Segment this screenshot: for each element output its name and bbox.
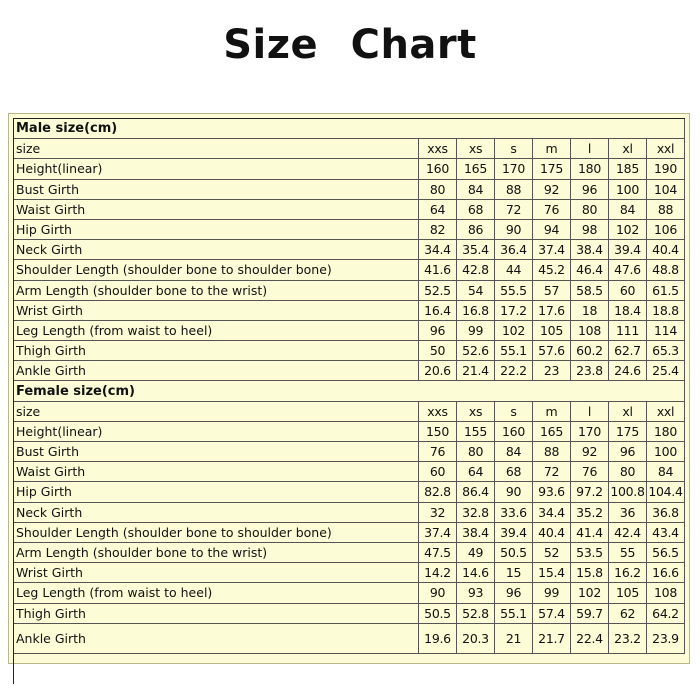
male-cell-l: 60.2	[571, 341, 609, 361]
male-cell-l: 46.4	[571, 260, 609, 280]
male-cell-xl: 100	[609, 180, 647, 200]
female-cell-s: 90	[495, 482, 533, 502]
female-cell-xxs: 90	[419, 583, 457, 603]
female-row-label: Thigh Girth	[14, 604, 419, 624]
female-row-label: Bust Girth	[14, 442, 419, 462]
female-cell-m: 57.4	[533, 604, 571, 624]
male-row-label: Shoulder Length (shoulder bone to shoulder bone)	[14, 260, 419, 280]
male-cell-l: 23.8	[571, 361, 609, 381]
male-cell-l: 38.4	[571, 240, 609, 260]
female-cell-xl: 16.2	[609, 563, 647, 583]
male-cell-s: 36.4	[495, 240, 533, 260]
size-grid	[13, 118, 685, 684]
female-cell-m: 88	[533, 442, 571, 462]
female-cell-xs: 49	[457, 543, 495, 563]
female-cell-l: 97.2	[571, 482, 609, 502]
male-cell-m: 57.6	[533, 341, 571, 361]
male-cell-xxs: 16.4	[419, 301, 457, 321]
male-cell-l: 96	[571, 180, 609, 200]
male-row-label: Leg Length (from waist to heel)	[14, 321, 419, 341]
male-size-header-xl: xl	[609, 139, 647, 159]
male-cell-xl: 62.7	[609, 341, 647, 361]
male-cell-xs: 21.4	[457, 361, 495, 381]
female-row-label: Ankle Girth	[14, 624, 419, 654]
male-cell-m: 76	[533, 200, 571, 220]
female-cell-xxl: 84	[647, 462, 685, 482]
size-chart-table	[8, 113, 690, 664]
female-cell-xl: 55	[609, 543, 647, 563]
female-cell-m: 165	[533, 422, 571, 442]
male-cell-s: 22.2	[495, 361, 533, 381]
male-cell-xl: 39.4	[609, 240, 647, 260]
male-cell-xxs: 52.5	[419, 281, 457, 301]
male-cell-m: 175	[533, 159, 571, 179]
male-cell-xl: 60	[609, 281, 647, 301]
female-cell-xxs: 32	[419, 503, 457, 523]
female-cell-xxs: 19.6	[419, 624, 457, 654]
male-cell-m: 37.4	[533, 240, 571, 260]
male-row-label: Height(linear)	[14, 159, 419, 179]
male-cell-s: 55.5	[495, 281, 533, 301]
male-cell-xl: 84	[609, 200, 647, 220]
male-cell-m: 45.2	[533, 260, 571, 280]
female-cell-m: 40.4	[533, 523, 571, 543]
female-cell-m: 21.7	[533, 624, 571, 654]
female-cell-l: 41.4	[571, 523, 609, 543]
male-cell-l: 108	[571, 321, 609, 341]
male-cell-l: 80	[571, 200, 609, 220]
female-row-label: Shoulder Length (shoulder bone to shoulder bone)	[14, 523, 419, 543]
male-cell-s: 90	[495, 220, 533, 240]
page-title: Size Chart	[223, 22, 477, 68]
female-size-header-xxs: xxs	[419, 402, 457, 422]
female-cell-xxl: 23.9	[647, 624, 685, 654]
female-cell-xl: 36	[609, 503, 647, 523]
male-cell-xl: 102	[609, 220, 647, 240]
male-cell-xxl: 104	[647, 180, 685, 200]
female-cell-xs: 86.4	[457, 482, 495, 502]
female-cell-l: 170	[571, 422, 609, 442]
male-cell-m: 92	[533, 180, 571, 200]
male-cell-s: 17.2	[495, 301, 533, 321]
male-row-label: Bust Girth	[14, 180, 419, 200]
female-cell-s: 50.5	[495, 543, 533, 563]
male-cell-xxl: 190	[647, 159, 685, 179]
male-cell-xxs: 160	[419, 159, 457, 179]
male-cell-xxs: 80	[419, 180, 457, 200]
male-cell-xxs: 96	[419, 321, 457, 341]
female-cell-s: 15	[495, 563, 533, 583]
female-size-header-xxl: xxl	[647, 402, 685, 422]
female-cell-xxl: 180	[647, 422, 685, 442]
female-cell-xs: 155	[457, 422, 495, 442]
female-cell-xl: 23.2	[609, 624, 647, 654]
female-cell-l: 35.2	[571, 503, 609, 523]
male-cell-xxl: 114	[647, 321, 685, 341]
female-cell-xs: 64	[457, 462, 495, 482]
female-cell-xxl: 108	[647, 583, 685, 603]
female-cell-xxl: 64.2	[647, 604, 685, 624]
male-size-header-xxs: xxs	[419, 139, 457, 159]
female-cell-l: 102	[571, 583, 609, 603]
female-size-header-label: size	[14, 402, 419, 422]
male-cell-xl: 47.6	[609, 260, 647, 280]
female-cell-xxl: 56.5	[647, 543, 685, 563]
male-cell-xs: 84	[457, 180, 495, 200]
female-cell-xs: 20.3	[457, 624, 495, 654]
male-cell-xs: 165	[457, 159, 495, 179]
male-cell-s: 88	[495, 180, 533, 200]
female-size-header-s: s	[495, 402, 533, 422]
female-row-label: Height(linear)	[14, 422, 419, 442]
female-size-header-m: m	[533, 402, 571, 422]
female-cell-xs: 93	[457, 583, 495, 603]
female-cell-s: 160	[495, 422, 533, 442]
female-cell-s: 84	[495, 442, 533, 462]
male-cell-xxl: 40.4	[647, 240, 685, 260]
male-cell-s: 102	[495, 321, 533, 341]
male-cell-xxl: 48.8	[647, 260, 685, 280]
female-cell-xl: 175	[609, 422, 647, 442]
female-cell-xxs: 50.5	[419, 604, 457, 624]
female-cell-l: 76	[571, 462, 609, 482]
female-size-header-xl: xl	[609, 402, 647, 422]
female-cell-xxl: 36.8	[647, 503, 685, 523]
male-cell-xl: 24.6	[609, 361, 647, 381]
female-row-label: Waist Girth	[14, 462, 419, 482]
female-cell-m: 72	[533, 462, 571, 482]
female-cell-xl: 80	[609, 462, 647, 482]
male-cell-xs: 86	[457, 220, 495, 240]
male-cell-xxs: 50	[419, 341, 457, 361]
male-row-label: Wrist Girth	[14, 301, 419, 321]
female-row-label: Arm Length (shoulder bone to the wrist)	[14, 543, 419, 563]
male-cell-xxl: 106	[647, 220, 685, 240]
female-cell-xs: 80	[457, 442, 495, 462]
male-cell-xl: 185	[609, 159, 647, 179]
female-cell-m: 99	[533, 583, 571, 603]
male-size-header-m: m	[533, 139, 571, 159]
male-cell-m: 105	[533, 321, 571, 341]
female-cell-m: 34.4	[533, 503, 571, 523]
female-cell-l: 92	[571, 442, 609, 462]
female-cell-l: 53.5	[571, 543, 609, 563]
male-cell-xs: 35.4	[457, 240, 495, 260]
female-row-label: Neck Girth	[14, 503, 419, 523]
female-cell-xxl: 100	[647, 442, 685, 462]
female-cell-l: 22.4	[571, 624, 609, 654]
female-cell-xxl: 16.6	[647, 563, 685, 583]
male-size-header-xxl: xxl	[647, 139, 685, 159]
female-cell-xxl: 104.4	[647, 482, 685, 502]
female-cell-xl: 105	[609, 583, 647, 603]
male-cell-xxs: 41.6	[419, 260, 457, 280]
male-cell-m: 57	[533, 281, 571, 301]
female-cell-xxl: 43.4	[647, 523, 685, 543]
male-row-label: Hip Girth	[14, 220, 419, 240]
female-cell-s: 55.1	[495, 604, 533, 624]
female-section-title: Female size(cm)	[14, 381, 685, 401]
female-size-header-xs: xs	[457, 402, 495, 422]
female-cell-xxs: 60	[419, 462, 457, 482]
female-cell-xs: 38.4	[457, 523, 495, 543]
female-cell-m: 52	[533, 543, 571, 563]
female-cell-s: 68	[495, 462, 533, 482]
male-row-label: Arm Length (shoulder bone to the wrist)	[14, 281, 419, 301]
male-cell-xs: 99	[457, 321, 495, 341]
female-cell-l: 15.8	[571, 563, 609, 583]
female-cell-s: 21	[495, 624, 533, 654]
male-size-header-s: s	[495, 139, 533, 159]
male-cell-s: 170	[495, 159, 533, 179]
female-cell-xl: 42.4	[609, 523, 647, 543]
female-cell-xxs: 76	[419, 442, 457, 462]
male-cell-xs: 52.6	[457, 341, 495, 361]
male-size-header-l: l	[571, 139, 609, 159]
male-row-label: Thigh Girth	[14, 341, 419, 361]
male-cell-l: 180	[571, 159, 609, 179]
female-cell-m: 93.6	[533, 482, 571, 502]
female-cell-l: 59.7	[571, 604, 609, 624]
male-cell-xxs: 82	[419, 220, 457, 240]
male-cell-xxl: 61.5	[647, 281, 685, 301]
male-cell-s: 55.1	[495, 341, 533, 361]
male-cell-xxs: 34.4	[419, 240, 457, 260]
female-cell-xs: 14.6	[457, 563, 495, 583]
female-cell-xl: 100.8	[609, 482, 647, 502]
female-row-label: Hip Girth	[14, 482, 419, 502]
male-size-header-xs: xs	[457, 139, 495, 159]
male-cell-l: 98	[571, 220, 609, 240]
male-cell-l: 18	[571, 301, 609, 321]
male-cell-m: 23	[533, 361, 571, 381]
female-cell-s: 33.6	[495, 503, 533, 523]
female-cell-xxs: 47.5	[419, 543, 457, 563]
male-cell-xs: 54	[457, 281, 495, 301]
male-cell-xs: 16.8	[457, 301, 495, 321]
female-cell-xs: 32.8	[457, 503, 495, 523]
female-row-label: Wrist Girth	[14, 563, 419, 583]
female-cell-m: 15.4	[533, 563, 571, 583]
male-cell-xs: 68	[457, 200, 495, 220]
male-cell-xxs: 20.6	[419, 361, 457, 381]
female-cell-s: 96	[495, 583, 533, 603]
male-row-label: Neck Girth	[14, 240, 419, 260]
male-cell-xl: 18.4	[609, 301, 647, 321]
male-cell-xxl: 88	[647, 200, 685, 220]
male-section-title: Male size(cm)	[14, 119, 685, 139]
male-cell-xxs: 64	[419, 200, 457, 220]
female-size-header-l: l	[571, 402, 609, 422]
male-size-header-label: size	[14, 139, 419, 159]
male-cell-s: 44	[495, 260, 533, 280]
female-cell-xxs: 14.2	[419, 563, 457, 583]
male-cell-xs: 42.8	[457, 260, 495, 280]
female-cell-xxs: 37.4	[419, 523, 457, 543]
male-row-label: Waist Girth	[14, 200, 419, 220]
male-cell-xxl: 18.8	[647, 301, 685, 321]
male-cell-xl: 111	[609, 321, 647, 341]
female-row-label: Leg Length (from waist to heel)	[14, 583, 419, 603]
female-cell-xxs: 150	[419, 422, 457, 442]
female-cell-xs: 52.8	[457, 604, 495, 624]
female-cell-s: 39.4	[495, 523, 533, 543]
male-cell-xxl: 25.4	[647, 361, 685, 381]
male-row-label: Ankle Girth	[14, 361, 419, 381]
female-cell-xxs: 82.8	[419, 482, 457, 502]
male-cell-xxl: 65.3	[647, 341, 685, 361]
male-cell-l: 58.5	[571, 281, 609, 301]
male-cell-m: 94	[533, 220, 571, 240]
male-cell-s: 72	[495, 200, 533, 220]
female-cell-xl: 96	[609, 442, 647, 462]
male-cell-m: 17.6	[533, 301, 571, 321]
female-cell-xl: 62	[609, 604, 647, 624]
